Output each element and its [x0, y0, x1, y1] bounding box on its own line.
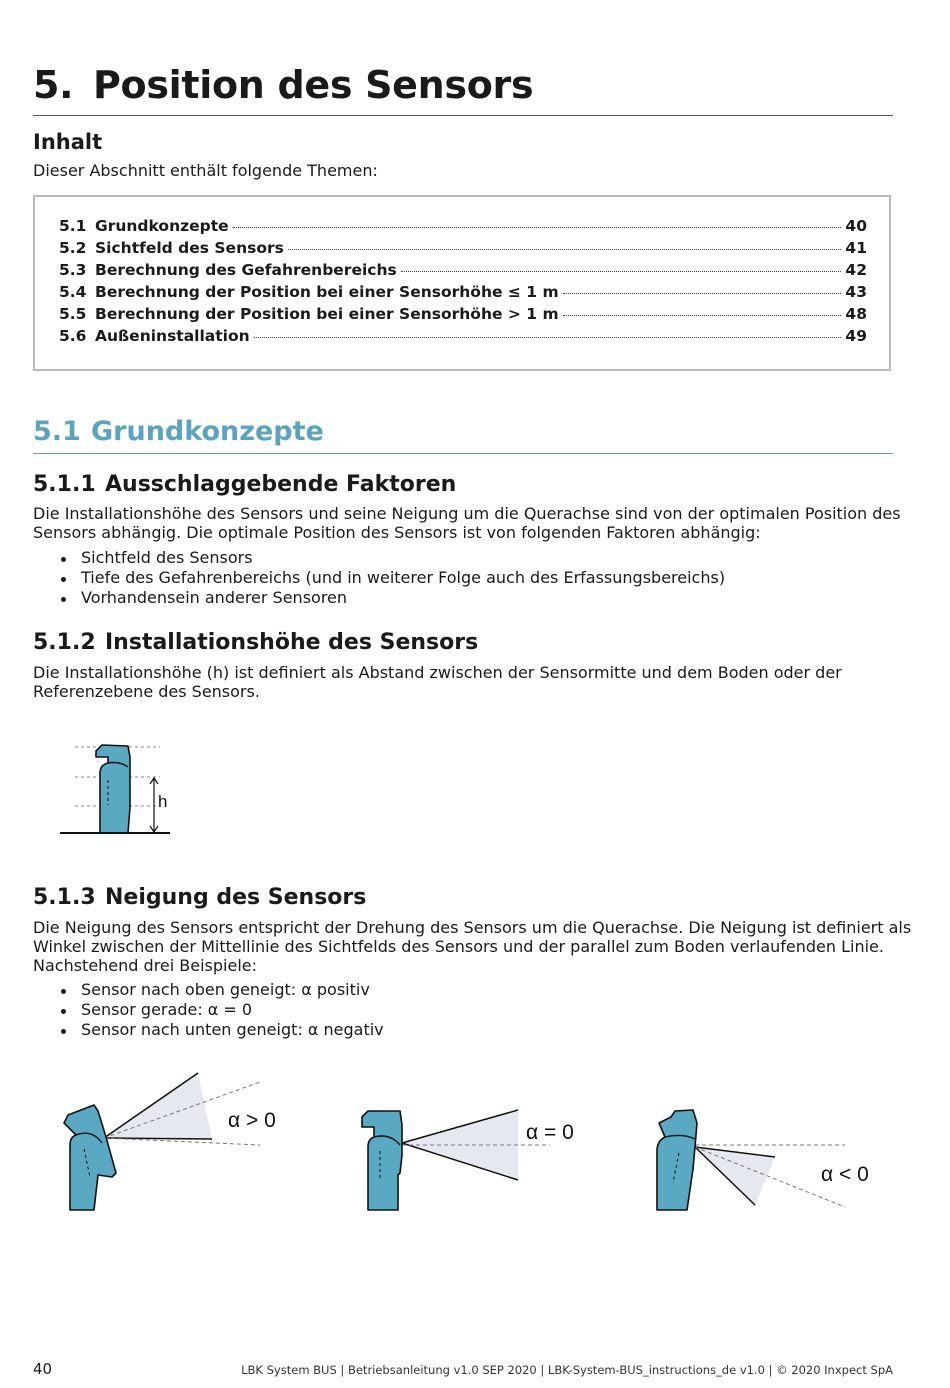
sensor-body — [657, 1110, 697, 1210]
list-item: Tiefe des Gefahrenbereichs (und in weiterer Folge auch des Erfassungsbereichs) — [33, 568, 725, 588]
toc-entry[interactable]: 5.3 Berechnung des Gefahrenbereichs 42 — [59, 261, 867, 279]
toc-entry[interactable]: 5.5 Berechnung der Position bei einer Sensorhöhe > 1 m 48 — [59, 305, 867, 323]
factor-list — [33, 548, 725, 608]
paragraph-line: Nachstehend drei Beispiele: — [33, 956, 258, 975]
list-item: Vorhandensein anderer Sensoren — [33, 588, 725, 608]
tilt-negative-figure — [645, 1065, 915, 1220]
subsection-title: 5.1.2 Installationshöhe des Sensors — [33, 630, 479, 655]
installation-height-figure — [50, 735, 190, 845]
table-of-contents — [33, 195, 891, 371]
list-item: Sensor nach unten geneigt: α negativ — [33, 1020, 384, 1040]
paragraph-line: Die Installationshöhe des Sensors und seine Neigung um die Querachse sind von der optimalen Position des — [33, 504, 901, 523]
section-title: 5.1 Grundkonzepte — [33, 416, 324, 447]
paragraph-line: Winkel zwischen der Mittellinie des Sichtfelds des Sensors und der parallel zum Boden verlaufenden Linie. — [33, 937, 884, 956]
tilt-example-list — [33, 980, 384, 1040]
section-divider — [33, 453, 893, 454]
list-item: Sensor nach oben geneigt: α positiv — [33, 980, 384, 1000]
tilt-label: α > 0 — [228, 1109, 276, 1132]
toc-entry[interactable]: 5.6 Außeninstallation 49 — [59, 327, 867, 345]
paragraph-line: Referenzebene des Sensors. — [33, 682, 260, 701]
footer-text: LBK System BUS | Betriebsanleitung v1.0 SEP 2020 | LBK-System-BUS_instructions_de v1.0 | © 2020 Inxpect SpA — [241, 1363, 893, 1377]
contents-intro: Dieser Abschnitt enthält folgende Themen: — [33, 161, 378, 180]
toc-entry[interactable]: 5.1 Grundkonzepte 40 — [59, 217, 867, 235]
tilt-label: α = 0 — [526, 1121, 574, 1144]
contents-heading: Inhalt — [33, 130, 103, 154]
paragraph-line: Sensors abhängig. Die optimale Position des Sensors ist von folgenden Faktoren abhängig: — [33, 523, 761, 542]
field-of-view-cone — [104, 1073, 212, 1139]
height-label: h — [158, 792, 168, 811]
toc-entry[interactable]: 5.2 Sichtfeld des Sensors 41 — [59, 239, 867, 257]
subsection-title: 5.1.1 Ausschlaggebende Faktoren — [33, 472, 457, 497]
chapter-title: 5. Position des Sensors — [33, 63, 534, 107]
list-item: Sensor gerade: α = 0 — [33, 1000, 384, 1020]
paragraph-line: Die Neigung des Sensors entspricht der Drehung des Sensors um die Querachse. Die Neigung ist definiert als — [33, 918, 912, 937]
sensor-body — [362, 1111, 402, 1210]
page-number: 40 — [33, 1360, 53, 1378]
height-dimension — [150, 778, 158, 832]
paragraph-line: Die Installationshöhe (h) ist definiert als Abstand zwischen der Sensormitte und dem Boden oder der — [33, 663, 842, 682]
tilt-positive-figure — [50, 1065, 320, 1220]
sensor-body — [96, 745, 130, 833]
list-item: Sichtfeld des Sensors — [33, 548, 725, 568]
subsection-title: 5.1.3 Neigung des Sensors — [33, 885, 367, 910]
chapter-divider — [33, 115, 893, 116]
toc-entry[interactable]: 5.4 Berechnung der Position bei einer Sensorhöhe ≤ 1 m 43 — [59, 283, 867, 301]
tilt-zero-figure — [350, 1065, 620, 1220]
sensor-body — [64, 1105, 116, 1210]
tilt-label: α < 0 — [821, 1163, 869, 1186]
